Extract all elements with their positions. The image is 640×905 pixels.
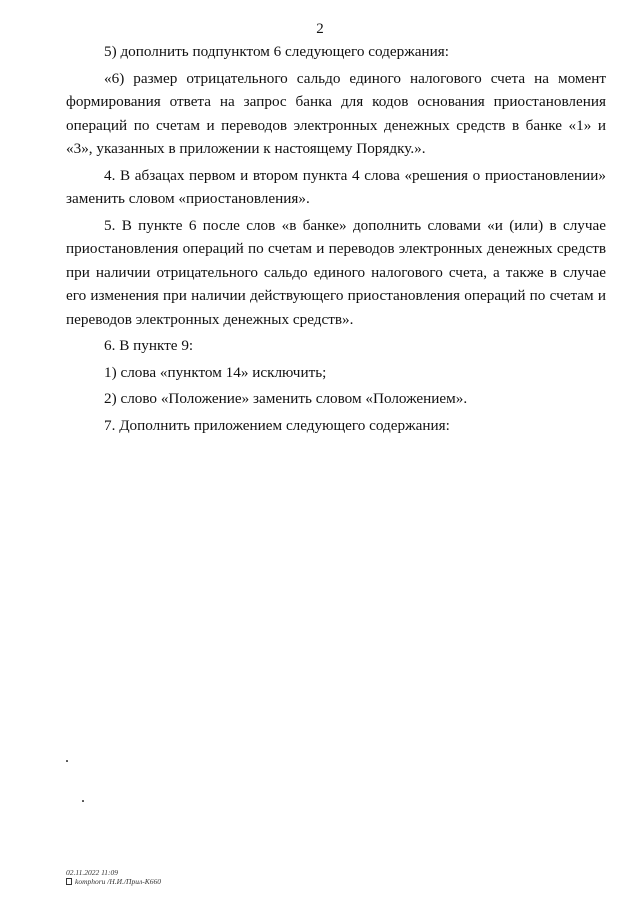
paragraph-5: 6. В пункте 9: [104, 337, 194, 354]
paragraph-4: 5. В пункте 6 после слов «в банке» дополнить словами «и (или) в случае приостановления операций по счетам и переводов электронных денежных средств при наличии отрицательного сальдо единого налогового счета, а также в случае его изменения при наличии действующего приостановления операций по счетам и переводов электронных денежных средств». [66, 216, 606, 328]
paragraph-6: 1) слова «пунктом 14» исключить; [104, 363, 327, 381]
footer-path-line [66, 877, 161, 886]
paragraph-2: «6) размер отрицательного сальдо единого налогового счета на момент формирования ответа на запрос банка для кодов основания приостановления операций по счетам и переводов электронных денежных средств в банке «1» и «3», указанных в приложении к настоящему Порядку.». [66, 69, 606, 157]
paragraph-1: 5) дополнить подпунктом 6 следующего содержания: [104, 43, 449, 60]
footer-path: komphoru /Н.И./Прил-К660 [75, 877, 161, 886]
paragraph-3: 4. В абзацах первом и втором пункта 4 слова «решения о приостановлении» заменить словом «приостановления». [66, 166, 606, 207]
page-number: 2 [316, 21, 324, 37]
document-footer [66, 868, 161, 886]
paragraph-7: 2) слово «Положение» заменить словом «Положением». [104, 390, 468, 407]
scan-speck [66, 760, 68, 762]
paragraph-8: 7. Дополнить приложением следующего содержания: [104, 416, 450, 434]
document-body [66, 40, 606, 440]
footer-timestamp: 02.11.2022 11:09 [66, 868, 119, 877]
file-icon [66, 878, 72, 885]
scan-speck [82, 800, 84, 802]
